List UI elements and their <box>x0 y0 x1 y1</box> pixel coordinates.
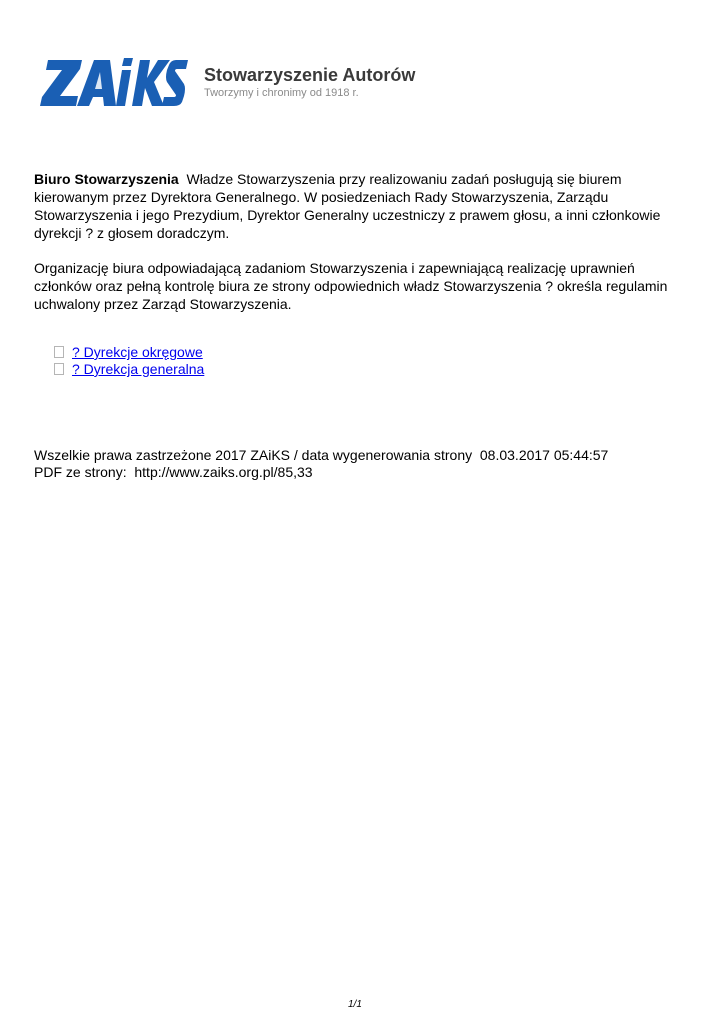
link-dyrekcje-okregowe[interactable]: ? Dyrekcje okręgowe <box>72 344 203 360</box>
article-body <box>34 170 679 313</box>
section-heading: Biuro Stowarzyszenia <box>34 171 179 187</box>
generated-timestamp: 08.03.2017 05:44:57 <box>479 447 609 463</box>
org-title-block <box>204 64 415 100</box>
paragraph-1 <box>34 170 679 242</box>
list-item <box>54 361 204 378</box>
box-icon <box>54 363 64 375</box>
zaiks-logo <box>40 56 188 108</box>
document-footer <box>34 447 608 481</box>
box-icon <box>54 346 64 358</box>
pdf-source-label: PDF ze strony: <box>34 464 127 480</box>
source-line <box>34 464 608 481</box>
link-dyrekcja-generalna[interactable]: ? Dyrekcja generalna <box>72 361 205 377</box>
org-name: Stowarzyszenie Autorów <box>204 65 416 85</box>
org-tagline: Tworzymy i chronimy od 1918 r. <box>204 87 359 99</box>
copyright-line <box>34 447 608 464</box>
document-header <box>40 56 440 112</box>
copyright-label: Wszelkie prawa zastrzeżone 2017 ZAiKS / data wygenerowania strony <box>34 447 473 463</box>
paragraph-1-text: Władze Stowarzyszenia przy realizowaniu zadań posługują się biurem kierowanym przez Dyrektora Generalnego. W posiedzeniach Rady Stowarzyszenia, Zarządu Stowarzyszenia i jego Prezydium, Dyrektor Generalny uczestniczy z prawem głosu, a inni członkowie dyrekcji ? z głosem doradczym. <box>34 171 661 241</box>
source-url: http://www.zaiks.org.pl/85,33 <box>134 464 313 480</box>
related-links <box>54 344 204 378</box>
paragraph-2: Organizację biura odpowiadającą zadaniom Stowarzyszenia i zapewniającą realizację uprawnień członków oraz pełną kontrolę biura ze strony odpowiednich władz Stowarzyszenia ? określa regulamin uchwalony przez Zarząd Stowarzyszenia. <box>34 260 668 312</box>
list-item <box>54 344 204 361</box>
page-number: 1/1 <box>348 999 362 1010</box>
